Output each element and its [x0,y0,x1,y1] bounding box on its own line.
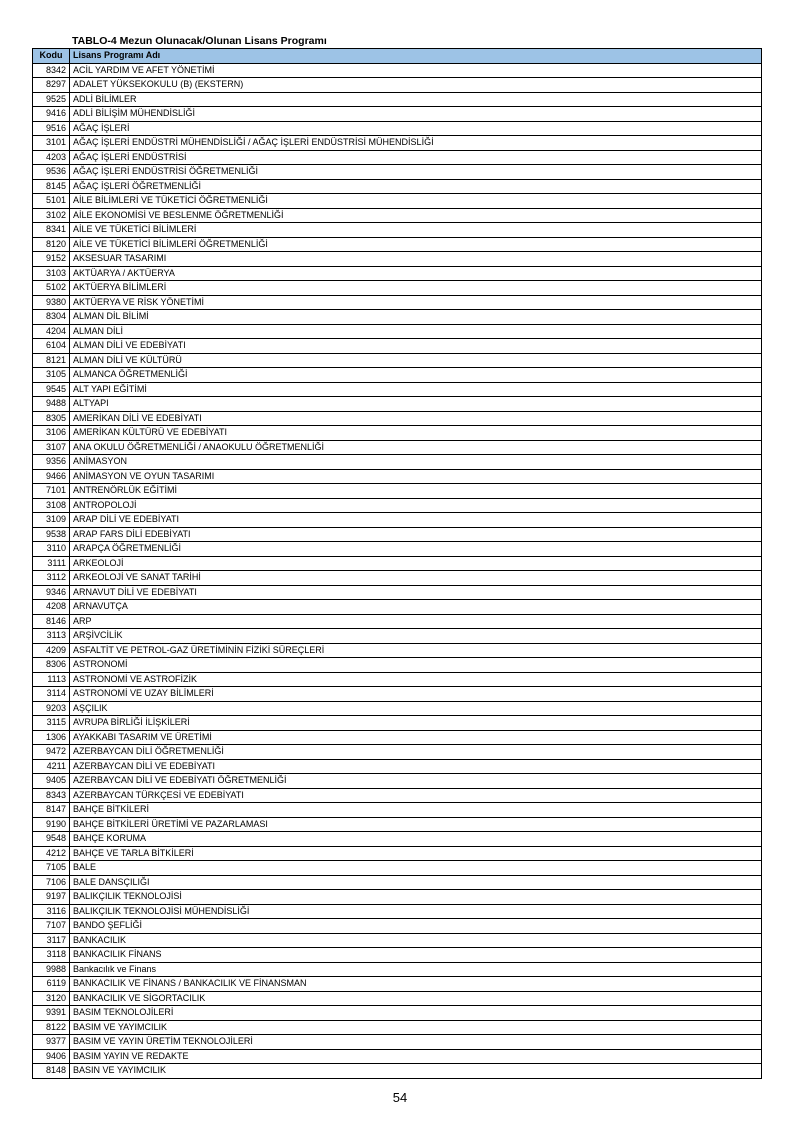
table-row [33,1006,762,1021]
program-name: ASTRONOMİ VE ASTROFİZİK [70,672,762,687]
program-code: 3111 [33,556,70,571]
program-code: 9536 [33,165,70,180]
table-row [33,1064,762,1079]
table-row [33,1035,762,1050]
program-name: ALMAN DİLİ VE KÜLTÜRÜ [70,353,762,368]
table-row [33,136,762,151]
program-name: ASTRONOMİ VE UZAY BİLİMLERİ [70,687,762,702]
program-name: BANKACILIK [70,933,762,948]
program-code: 3113 [33,629,70,644]
table-row [33,1049,762,1064]
program-code: 3112 [33,571,70,586]
program-code: 4209 [33,643,70,658]
table-row [33,919,762,934]
program-code: 9356 [33,455,70,470]
program-code: 7106 [33,875,70,890]
table-row [33,643,762,658]
program-name: AŞÇILIK [70,701,762,716]
program-name: ANTRENÖRLÜK EĞİTİMİ [70,484,762,499]
program-code: 8297 [33,78,70,93]
program-code: 3103 [33,266,70,281]
program-code: 9203 [33,701,70,716]
table-row [33,875,762,890]
program-name: ALMAN DİL BİLİMİ [70,310,762,325]
table-row [33,397,762,412]
program-code: 7101 [33,484,70,499]
table-row [33,92,762,107]
program-code: 8120 [33,237,70,252]
program-name: ARKEOLOJİ [70,556,762,571]
program-code: 9488 [33,397,70,412]
program-name: AİLE BİLİMLERİ VE TÜKETİCİ ÖĞRETMENLİĞİ [70,194,762,209]
table-row [33,498,762,513]
table-row [33,716,762,731]
program-name: AZERBAYCAN DİLİ VE EDEBİYATI ÖĞRETMENLİĞİ [70,774,762,789]
table-row [33,904,762,919]
program-name: AZERBAYCAN DİLİ VE EDEBİYATI [70,759,762,774]
table-row [33,368,762,383]
table-row [33,759,762,774]
program-code: 9525 [33,92,70,107]
table-row [33,426,762,441]
program-code: 8306 [33,658,70,673]
page-number: 54 [392,1090,408,1105]
program-name: AİLE EKONOMİSİ VE BESLENME ÖĞRETMENLİĞİ [70,208,762,223]
table-row [33,701,762,716]
program-name: AĞAÇ İŞLERİ ÖĞRETMENLİĞİ [70,179,762,194]
table-row [33,861,762,876]
program-code: 6119 [33,977,70,992]
program-name: AĞAÇ İŞLERİ ENDÜSTRİSİ ÖĞRETMENLİĞİ [70,165,762,180]
header-program-name: Lisans Programı Adı [70,49,762,64]
program-code: 7107 [33,919,70,934]
program-name: BALE [70,861,762,876]
program-code: 9988 [33,962,70,977]
programs-table [32,48,762,1079]
table-row [33,194,762,209]
table-row [33,788,762,803]
table-row [33,803,762,818]
program-name: AİLE VE TÜKETİCİ BİLİMLERİ ÖĞRETMENLİĞİ [70,237,762,252]
program-code: 8304 [33,310,70,325]
table-row [33,687,762,702]
program-name: BANKACILIK VE FİNANS / BANKACILIK VE FİNANSMAN [70,977,762,992]
program-name: ALMAN DİLİ VE EDEBİYATI [70,339,762,354]
table-row [33,339,762,354]
program-name: AKTÜERYA VE RİSK YÖNETİMİ [70,295,762,310]
program-name: ARŞİVCİLİK [70,629,762,644]
program-code: 3102 [33,208,70,223]
program-name: ALT YAPI EĞİTİMİ [70,382,762,397]
table-row [33,78,762,93]
table-header-row [33,49,762,64]
table-row [33,614,762,629]
program-code: 9545 [33,382,70,397]
program-code: 3115 [33,716,70,731]
program-code: 8342 [33,63,70,78]
program-name: ACİL YARDIM VE AFET YÖNETİMİ [70,63,762,78]
header-code: Kodu [33,49,70,64]
table-row [33,629,762,644]
program-code: 5101 [33,194,70,209]
table-row [33,513,762,528]
program-name: BANKACILIK VE SİGORTACILIK [70,991,762,1006]
program-code: 8341 [33,223,70,238]
program-code: 8121 [33,353,70,368]
program-name: ANTROPOLOJİ [70,498,762,513]
table-row [33,846,762,861]
program-code: 3107 [33,440,70,455]
program-code: 8148 [33,1064,70,1079]
program-code: 6104 [33,339,70,354]
program-name: AKSESUAR TASARIMI [70,252,762,267]
program-code: 9152 [33,252,70,267]
program-code: 3117 [33,933,70,948]
program-code: 3106 [33,426,70,441]
program-code: 4211 [33,759,70,774]
table-row [33,179,762,194]
program-name: BANKACILIK FİNANS [70,948,762,963]
program-code: 4204 [33,324,70,339]
program-name: ARAPÇA ÖĞRETMENLİĞİ [70,542,762,557]
program-name: ALTYAPI [70,397,762,412]
program-code: 4203 [33,150,70,165]
table-row [33,208,762,223]
table-row [33,527,762,542]
program-name: AMERİKAN DİLİ VE EDEBİYATI [70,411,762,426]
table-row [33,832,762,847]
program-name: BANDO ŞEFLİĞİ [70,919,762,934]
program-name: ANA OKULU ÖĞRETMENLİĞİ / ANAOKULU ÖĞRETMENLİĞİ [70,440,762,455]
program-code: 9406 [33,1049,70,1064]
program-name: ASTRONOMİ [70,658,762,673]
program-name: Bankacılık ve Finans [70,962,762,977]
table-row [33,324,762,339]
program-code: 8145 [33,179,70,194]
table-row [33,571,762,586]
program-code: 3101 [33,136,70,151]
program-code: 3105 [33,368,70,383]
program-name: ARP [70,614,762,629]
program-name: AMERİKAN KÜLTÜRÜ VE EDEBİYATI [70,426,762,441]
table-row [33,223,762,238]
table-row [33,948,762,963]
program-code: 9416 [33,107,70,122]
program-name: AVRUPA BİRLİĞİ İLİŞKİLERİ [70,716,762,731]
table-row [33,455,762,470]
program-name: ARAP FARS DİLİ EDEBİYATI [70,527,762,542]
program-name: ARAP DİLİ VE EDEBİYATI [70,513,762,528]
program-name: BALE DANSÇILIĞI [70,875,762,890]
program-code: 9377 [33,1035,70,1050]
table-row [33,121,762,136]
program-code: 9346 [33,585,70,600]
table-row [33,977,762,992]
table-row [33,745,762,760]
table-row [33,600,762,615]
table-row [33,585,762,600]
table-row [33,556,762,571]
table-row [33,252,762,267]
program-name: BAHÇE KORUMA [70,832,762,847]
program-name: AKTÜERYA BİLİMLERİ [70,281,762,296]
program-name: BAHÇE BİTKİLERİ [70,803,762,818]
program-name: BAHÇE BİTKİLERİ ÜRETİMİ VE PAZARLAMASI [70,817,762,832]
table-row [33,353,762,368]
program-name: BASIM TEKNOLOJİLERİ [70,1006,762,1021]
program-code: 3118 [33,948,70,963]
table-row [33,933,762,948]
program-code: 8122 [33,1020,70,1035]
program-name: AZERBAYCAN DİLİ ÖĞRETMENLİĞİ [70,745,762,760]
program-code: 1306 [33,730,70,745]
table-row [33,991,762,1006]
table-row [33,730,762,745]
table-row [33,295,762,310]
program-name: BASIN VE YAYIMCILIK [70,1064,762,1079]
program-code: 9405 [33,774,70,789]
program-name: AĞAÇ İŞLERİ ENDÜSTRİSİ [70,150,762,165]
program-code: 9548 [33,832,70,847]
program-name: BAHÇE VE TARLA BİTKİLERİ [70,846,762,861]
program-code: 1113 [33,672,70,687]
program-name: ARNAVUTÇA [70,600,762,615]
table-row [33,1020,762,1035]
program-name: ANİMASYON VE OYUN TASARIMI [70,469,762,484]
program-code: 9380 [33,295,70,310]
program-code: 5102 [33,281,70,296]
program-name: AYAKKABI TASARIM VE ÜRETİMİ [70,730,762,745]
table-row [33,266,762,281]
table-row [33,774,762,789]
table-row [33,672,762,687]
program-code: 8146 [33,614,70,629]
program-code: 9466 [33,469,70,484]
program-name: BALIKÇILIK TEKNOLOJİSİ MÜHENDİSLİĞİ [70,904,762,919]
program-name: BASIM VE YAYIMCILIK [70,1020,762,1035]
program-name: AĞAÇ İŞLERİ [70,121,762,136]
table-title: TABLO-4 Mezun Olunacak/Olunan Lisans Programı [72,35,327,47]
table-row [33,411,762,426]
program-name: AKTÜARYA / AKTÜERYA [70,266,762,281]
table-row [33,382,762,397]
program-code: 3110 [33,542,70,557]
table-row [33,165,762,180]
program-code: 9516 [33,121,70,136]
program-name: AĞAÇ İŞLERİ ENDÜSTRİ MÜHENDİSLİĞİ / AĞAÇ İŞLERİ ENDÜSTRİSİ MÜHENDİSLİĞİ [70,136,762,151]
table-row [33,484,762,499]
program-code: 3120 [33,991,70,1006]
table-row [33,542,762,557]
program-code: 4212 [33,846,70,861]
program-code: 3114 [33,687,70,702]
table-row [33,658,762,673]
program-name: AİLE VE TÜKETİCİ BİLİMLERİ [70,223,762,238]
table-row [33,63,762,78]
table-row [33,237,762,252]
program-name: BASIM VE YAYIN ÜRETİM TEKNOLOJİLERİ [70,1035,762,1050]
program-code: 8147 [33,803,70,818]
program-name: ALMANCA ÖĞRETMENLİĞİ [70,368,762,383]
table-row [33,962,762,977]
table-row [33,469,762,484]
program-code: 9391 [33,1006,70,1021]
program-code: 3116 [33,904,70,919]
program-code: 3109 [33,513,70,528]
program-name: ADLİ BİLİŞİM MÜHENDİSLİĞİ [70,107,762,122]
program-code: 8305 [33,411,70,426]
program-name: ARKEOLOJİ VE SANAT TARİHİ [70,571,762,586]
program-name: ADALET YÜKSEKOKULU (B) (EKSTERN) [70,78,762,93]
program-code: 8343 [33,788,70,803]
table-row [33,281,762,296]
program-code: 9190 [33,817,70,832]
program-name: BALIKÇILIK TEKNOLOJİSİ [70,890,762,905]
table-row [33,440,762,455]
program-code: 7105 [33,861,70,876]
program-name: ASFALTİT VE PETROL-GAZ ÜRETİMİNİN FİZİKİ SÜREÇLERİ [70,643,762,658]
program-name: ALMAN DİLİ [70,324,762,339]
program-name: ANİMASYON [70,455,762,470]
program-code: 3108 [33,498,70,513]
program-name: ARNAVUT DİLİ VE EDEBİYATI [70,585,762,600]
program-code: 9197 [33,890,70,905]
table-row [33,890,762,905]
program-code: 4208 [33,600,70,615]
table-row [33,150,762,165]
program-name: BASIM YAYIN VE REDAKTE [70,1049,762,1064]
table-row [33,310,762,325]
table-row [33,107,762,122]
program-name: AZERBAYCAN TÜRKÇESİ VE EDEBİYATI [70,788,762,803]
program-code: 9538 [33,527,70,542]
program-name: ADLİ BİLİMLER [70,92,762,107]
program-code: 9472 [33,745,70,760]
table-row [33,817,762,832]
